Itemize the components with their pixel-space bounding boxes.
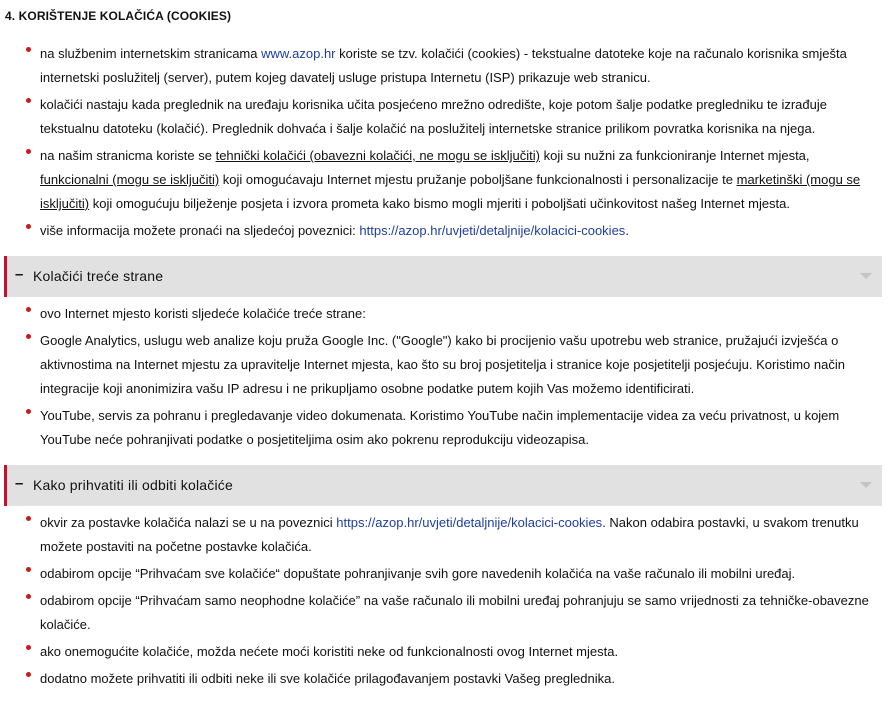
bullet-icon (26, 334, 31, 339)
bullet-icon (26, 409, 31, 414)
collapse-icon: – (15, 475, 24, 492)
accordion-accept-reject-cookies[interactable] (4, 465, 882, 506)
bullet-icon (26, 672, 31, 677)
bullet-icon (26, 149, 31, 154)
accept-reject-list (0, 511, 888, 694)
list-item: dodatno možete prihvatiti ili odbiti neke ili sve kolačiće prilagođavanjem postavki Vašeg preglednika. (0, 667, 888, 691)
cookies-usage-list (0, 42, 888, 246)
technical-cookies-term: tehnički kolačići (obavezni kolačići, ne mogu se isključiti) (215, 148, 540, 163)
chevron-down-icon (860, 482, 872, 488)
bullet-icon (26, 645, 31, 650)
section-heading: 4. KORIŠTENJE KOLAČIĆA (COOKIES) (5, 9, 232, 23)
bullet-icon (26, 224, 31, 229)
bullet-icon (26, 516, 31, 521)
accordion-third-party-cookies[interactable] (4, 256, 882, 297)
list-item: ovo Internet mjesto koristi sljedeće kolačiće treće strane: (0, 302, 888, 326)
list-item: na službenim internetskim stranicama www.azop.hr koriste se tzv. kolačići (cookies) - tekstualne datoteke koje na računalo korisnika smješta internetski poslužitelj (server), putem kojeg davatelj usluge pristupa Internetu (ISP) prikazuje web stranicu. (0, 42, 888, 90)
accordion-title: Kolačići treće strane (33, 268, 164, 284)
bullet-icon (26, 47, 31, 52)
marketing-cookies-term: marketinški (mogu se isključiti) (40, 172, 861, 211)
list-item: odabirom opcije “Prihvaćam samo neophodne kolačiće” na vaše računalo ili mobilni uređaj pohranjuju se samo vrijednosti za tehničke-obavezne kolačiće. (0, 589, 888, 637)
bullet-icon (26, 307, 31, 312)
functional-cookies-term: funkcionalni (mogu se isključiti) (40, 172, 220, 187)
cookies-details-link[interactable]: https://azop.hr/uvjeti/detaljnije/kolacici-cookies (359, 223, 626, 238)
chevron-down-icon (860, 273, 872, 279)
list-item: okvir za postavke kolačića nalazi se u na poveznici https://azop.hr/uvjeti/detaljnije/kolacici-cookies. Nakon odabira postavki, u svakom trenutku možete postaviti na početne postavke kolačića. (0, 511, 888, 559)
list-item: na našim stranicma koriste se tehnički kolačići (obavezni kolačići, ne mogu se isključiti) koji su nužni za funkcioniranje Internet mjesta, funkcionalni (mogu se isključiti) koji omogućavaju Internet mjestu pružanje poboljšane funkcionalnosti i personalizacije te marketinški (mogu se isključiti) koji omogućuju bilježenje posjeta i izvora prometa kako bismo mogli mjeriti i poboljšati učinkovitost našeg Internet mjesta. (0, 144, 888, 216)
accordion-title: Kako prihvatiti ili odbiti kolačiće (33, 477, 233, 493)
cookies-settings-link[interactable]: https://azop.hr/uvjeti/detaljnije/kolacici-cookies (336, 515, 603, 530)
list-item: više informacija možete pronaći na sljedećoj poveznici: https://azop.hr/uvjeti/detaljnije/kolacici-cookies. (0, 219, 888, 243)
azop-link[interactable]: www.azop.hr (261, 46, 336, 61)
list-item: YouTube, servis za pohranu i pregledavanje video dokumenata. Koristimo YouTube način implementacije videa za veću privatnost, u kojem YouTube neće pohranjivati podatke o posjetiteljima osim ako pokrenu reprodukciju videozapisa. (0, 404, 888, 452)
list-item: Google Analytics, uslugu web analize koju pruža Google Inc. ("Google") kako bi procijenio vašu upotrebu web stranice, pružajući izvješća o aktivnostima na Internet mjestu za upravitelje Internet mjesta, kao što su broj posjetitelja i stranice koje posjetitelji posjećuju. Koristimo način integracije koji anonimizira vašu IP adresu i ne prikupljamo osobne podatke putem kojih Vas možemo identificirati. (0, 329, 888, 401)
list-item: odabirom opcije “Prihvaćam sve kolačiće“ dopuštate pohranjivanje svih gore navedenih kolačića na vaše računalo ili mobilni uređaj. (0, 562, 888, 586)
list-item: kolačići nastaju kada preglednik na uređaju korisnika učita posjećeno mrežno odredište, koje potom šalje podatke pregledniku te izrađuje tekstualnu datoteku (kolačić). Preglednik dohvaća i šalje kolačić na poslužitelj internetske stranice prilikom povratka korisnika na njega. (0, 93, 888, 141)
bullet-icon (26, 567, 31, 572)
collapse-icon: – (15, 266, 24, 283)
bullet-icon (26, 594, 31, 599)
bullet-icon (26, 98, 31, 103)
list-item: ako onemogućite kolačiće, možda nećete moći koristiti neke od funkcionalnosti ovog Internet mjesta. (0, 640, 888, 664)
third-party-cookies-list (0, 302, 888, 455)
